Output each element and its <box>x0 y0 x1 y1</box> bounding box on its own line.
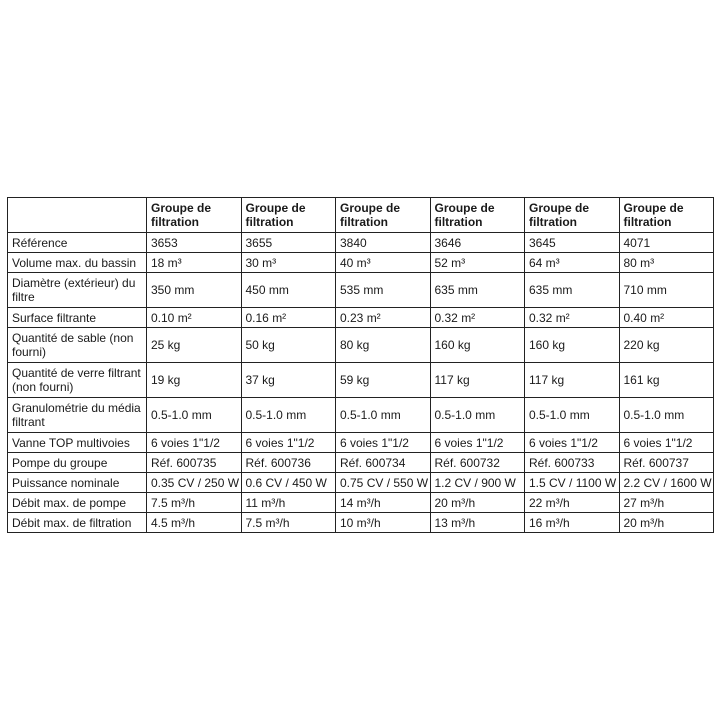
table-cell: 0.5-1.0 mm <box>525 398 620 433</box>
table-cell: 0.5-1.0 mm <box>241 398 336 433</box>
table-cell: 450 mm <box>241 273 336 308</box>
row-label: Surface filtrante <box>8 308 147 328</box>
header-row <box>8 198 714 233</box>
table-cell: Réf. 600736 <box>241 453 336 473</box>
table-cell: Réf. 600735 <box>147 453 242 473</box>
row-label: Puissance nominale <box>8 473 147 493</box>
table-cell: 0.35 CV / 250 W <box>147 473 242 493</box>
table-cell: 0.23 m² <box>336 308 431 328</box>
table-cell: 3840 <box>336 233 431 253</box>
table-cell: 3653 <box>147 233 242 253</box>
table-cell: 2.2 CV / 1600 W <box>619 473 714 493</box>
table-cell: 4.5 m³/h <box>147 513 242 533</box>
table-cell: 0.32 m² <box>430 308 525 328</box>
table-cell: 1.2 CV / 900 W <box>430 473 525 493</box>
row-label: Volume max. du bassin <box>8 253 147 273</box>
table-cell: 80 kg <box>336 328 431 363</box>
table-cell: 0.5-1.0 mm <box>147 398 242 433</box>
table-cell: 20 m³/h <box>430 493 525 513</box>
table-cell: 161 kg <box>619 363 714 398</box>
table-cell: 7.5 m³/h <box>241 513 336 533</box>
row-label: Quantité de verre filtrant (non fourni) <box>8 363 147 398</box>
table-row <box>8 433 714 453</box>
table-row <box>8 363 714 398</box>
table-row <box>8 398 714 433</box>
table-cell: 59 kg <box>336 363 431 398</box>
table-row <box>8 493 714 513</box>
table-cell: 50 kg <box>241 328 336 363</box>
table-cell: 0.5-1.0 mm <box>430 398 525 433</box>
table-cell: 7.5 m³/h <box>147 493 242 513</box>
table-cell: 0.40 m² <box>619 308 714 328</box>
header-cell: Groupe de filtration <box>525 198 620 233</box>
table-cell: 6 voies 1"1/2 <box>241 433 336 453</box>
table-cell: 6 voies 1"1/2 <box>336 433 431 453</box>
table-cell: 37 kg <box>241 363 336 398</box>
table-cell: 0.5-1.0 mm <box>619 398 714 433</box>
table-cell: 13 m³/h <box>430 513 525 533</box>
table-row <box>8 453 714 473</box>
table-cell: 710 mm <box>619 273 714 308</box>
table-cell: 220 kg <box>619 328 714 363</box>
table-cell: 6 voies 1"1/2 <box>430 433 525 453</box>
table-cell: 16 m³/h <box>525 513 620 533</box>
spec-table <box>7 197 714 533</box>
table-cell: 27 m³/h <box>619 493 714 513</box>
table-cell: Réf. 600737 <box>619 453 714 473</box>
table-cell: 6 voies 1"1/2 <box>619 433 714 453</box>
row-label: Pompe du groupe <box>8 453 147 473</box>
row-label: Débit max. de filtration <box>8 513 147 533</box>
row-label: Granulométrie du média filtrant <box>8 398 147 433</box>
row-label: Référence <box>8 233 147 253</box>
table-cell: 52 m³ <box>430 253 525 273</box>
table-cell: 10 m³/h <box>336 513 431 533</box>
header-cell: Groupe de filtration <box>336 198 431 233</box>
table-cell: 25 kg <box>147 328 242 363</box>
table-cell: 635 mm <box>430 273 525 308</box>
table-cell: 0.32 m² <box>525 308 620 328</box>
table-cell: 64 m³ <box>525 253 620 273</box>
table-cell: 30 m³ <box>241 253 336 273</box>
table-cell: 80 m³ <box>619 253 714 273</box>
row-label: Diamètre (extérieur) du filtre <box>8 273 147 308</box>
table-cell: 3646 <box>430 233 525 253</box>
table-cell: 3645 <box>525 233 620 253</box>
table-cell: 22 m³/h <box>525 493 620 513</box>
table-row <box>8 328 714 363</box>
table-cell: 635 mm <box>525 273 620 308</box>
table-cell: 0.5-1.0 mm <box>336 398 431 433</box>
header-cell: Groupe de filtration <box>619 198 714 233</box>
table-row <box>8 473 714 493</box>
table-cell: Réf. 600732 <box>430 453 525 473</box>
table-cell: 4071 <box>619 233 714 253</box>
table-row <box>8 308 714 328</box>
header-cell: Groupe de filtration <box>241 198 336 233</box>
header-cell: Groupe de filtration <box>147 198 242 233</box>
table-cell: Réf. 600733 <box>525 453 620 473</box>
table-cell: 20 m³/h <box>619 513 714 533</box>
row-label: Quantité de sable (non fourni) <box>8 328 147 363</box>
table-cell: 0.75 CV / 550 W <box>336 473 431 493</box>
table-cell: 11 m³/h <box>241 493 336 513</box>
table-cell: 6 voies 1"1/2 <box>525 433 620 453</box>
table-row <box>8 513 714 533</box>
row-label: Débit max. de pompe <box>8 493 147 513</box>
table-cell: 1.5 CV / 1100 W <box>525 473 620 493</box>
table-cell: 160 kg <box>525 328 620 363</box>
table-cell: 0.16 m² <box>241 308 336 328</box>
table-cell: 3655 <box>241 233 336 253</box>
header-cell: Groupe de filtration <box>430 198 525 233</box>
table-cell: 117 kg <box>430 363 525 398</box>
table-cell: 14 m³/h <box>336 493 431 513</box>
table-cell: 117 kg <box>525 363 620 398</box>
table-cell: Réf. 600734 <box>336 453 431 473</box>
header-cell-empty <box>8 198 147 233</box>
table-cell: 6 voies 1"1/2 <box>147 433 242 453</box>
table-cell: 0.6 CV / 450 W <box>241 473 336 493</box>
table-cell: 19 kg <box>147 363 242 398</box>
table-cell: 18 m³ <box>147 253 242 273</box>
table-row <box>8 233 714 253</box>
table-cell: 535 mm <box>336 273 431 308</box>
row-label: Vanne TOP multivoies <box>8 433 147 453</box>
table-cell: 160 kg <box>430 328 525 363</box>
table-row <box>8 253 714 273</box>
table-cell: 350 mm <box>147 273 242 308</box>
table-cell: 0.10 m² <box>147 308 242 328</box>
table-cell: 40 m³ <box>336 253 431 273</box>
table-row <box>8 273 714 308</box>
